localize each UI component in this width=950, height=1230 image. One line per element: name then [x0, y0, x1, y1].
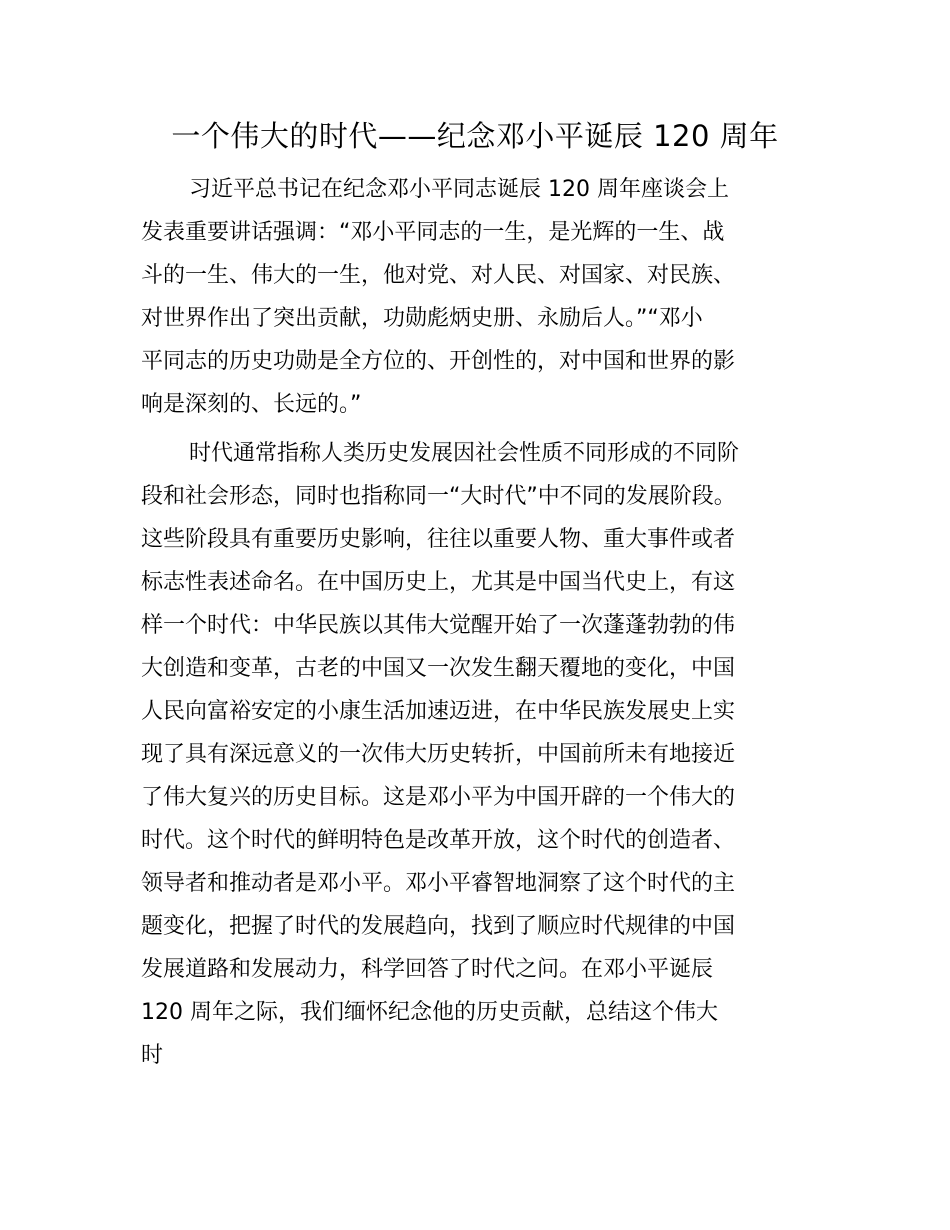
- text-line: 样一个时代：中华民族以其伟大觉醒开始了一次蓬蓬勃勃的伟: [141, 613, 736, 638]
- text-line: 时: [141, 1043, 164, 1068]
- text-line: 人民向富裕安定的小康生活加速迈进，在中华民族发展史上实: [141, 699, 736, 724]
- text-line: 对世界作出了突出贡献，功勋彪炳史册、永励后人。”“邓小: [141, 306, 703, 331]
- text-line: 段和社会形态，同时也指称同一“大时代”中不同的发展阶段。: [141, 484, 736, 509]
- text-line: 这些阶段具有重要历史影响，往往以重要人物、重大事件或者: [141, 527, 736, 552]
- text-line: 120 周年之际，我们缅怀纪念他的历史贡献，总结这个伟大: [141, 1000, 718, 1025]
- text-line: 时代通常指称人类历史发展因社会性质不同形成的不同阶: [189, 441, 740, 466]
- text-line: 题变化，把握了时代的发展趋向，找到了顺应时代规律的中国: [141, 914, 736, 939]
- text-line: 发展道路和发展动力，科学回答了时代之问。在邓小平诞辰: [141, 957, 714, 982]
- text-line: 习近平总书记在纪念邓小平同志诞辰 120 周年座谈会上: [189, 177, 729, 202]
- text-line: 标志性表述命名。在中国历史上，尤其是中国当代史上，有这: [141, 570, 736, 595]
- document-title: 一个伟大的时代——纪念邓小平诞辰 120 周年: [171, 119, 779, 153]
- text-line: 了伟大复兴的历史目标。这是邓小平为中国开辟的一个伟大的: [141, 785, 736, 810]
- text-line: 平同志的历史功勋是全方位的、开创性的，对中国和世界的影: [141, 349, 736, 374]
- paragraph-2: [141, 432, 811, 1077]
- text-line: 斗的一生、伟大的一生，他对党、对人民、对国家、对民族、: [141, 263, 736, 288]
- text-line: 发表重要讲话强调：“邓小平同志的一生，是光辉的一生、战: [141, 220, 725, 245]
- paragraph-1: [141, 168, 811, 426]
- text-line: 大创造和变革，古老的中国又一次发生翻天覆地的变化，中国: [141, 656, 736, 681]
- text-line: 时代。这个时代的鲜明特色是改革开放，这个时代的创造者、: [141, 828, 736, 853]
- document-body: [141, 168, 811, 1077]
- text-line: 响是深刻的、长远的。”: [141, 392, 362, 417]
- text-line: 现了具有深远意义的一次伟大历史转折，中国前所未有地接近: [141, 742, 736, 767]
- text-line: 领导者和推动者是邓小平。邓小平睿智地洞察了这个时代的主: [141, 871, 736, 896]
